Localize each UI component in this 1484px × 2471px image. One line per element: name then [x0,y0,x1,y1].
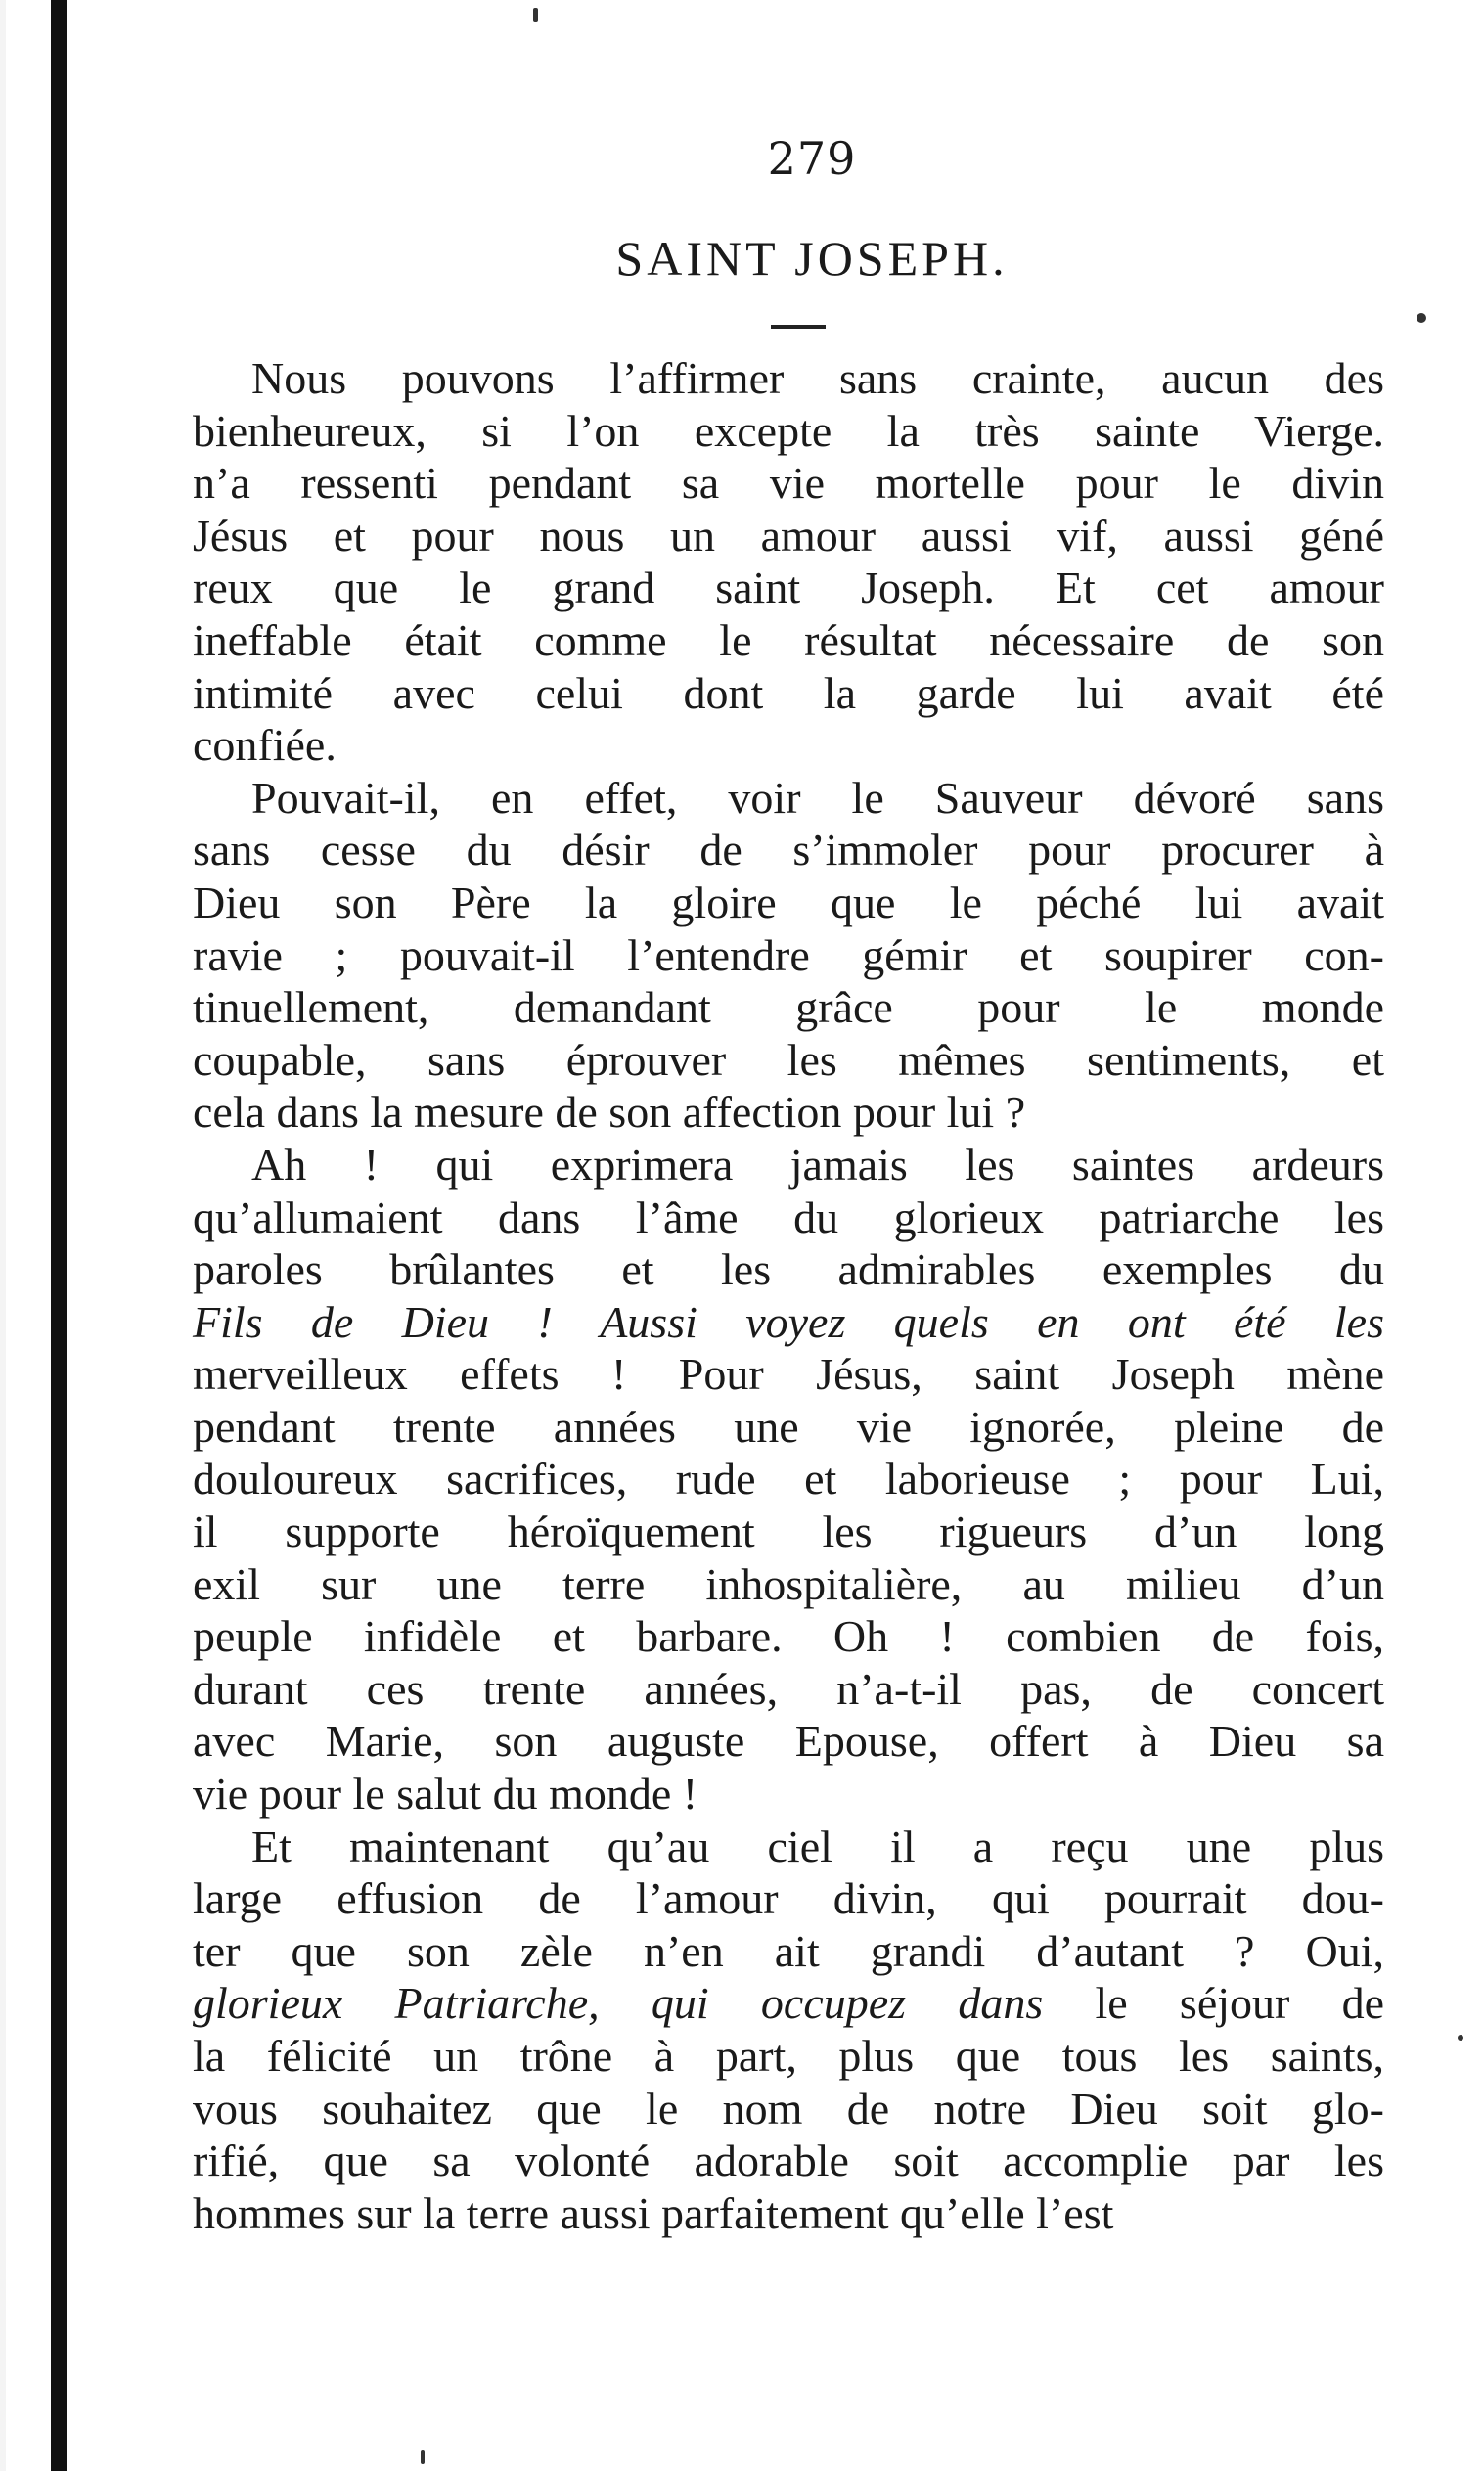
text-line: coupable, sans éprouver les mêmes sentiments, et [193,1034,1384,1085]
title-rule [771,325,826,329]
body-text [193,352,1384,2239]
text-line: exil sur une terre inhospitalière, au milieu d’un [193,1558,1384,1609]
ink-speck [421,2450,425,2464]
text-run: le séjour de [1043,1978,1384,2029]
text-line: Fils de Dieu ! Aussi voyez quels en ont été les [193,1296,1384,1347]
text-line: avec Marie, son auguste Epouse, offert à Dieu sa [193,1716,1384,1767]
text-line: Pouvait-il, en effet, voir le Sauveur dévoré sans [251,772,1384,823]
text-line: reux que le grand saint Joseph. Et cet amour [193,562,1384,613]
text-line: n’a ressenti pendant sa vie mortelle pour le divin [193,458,1384,509]
text-line: Ah ! qui exprimera jamais les saintes ardeurs [251,1139,1384,1190]
text-line: bienheureux, si l’on excepte la très sainte Vierge. [193,405,1384,456]
binding-shadow [51,0,67,2471]
text-line: la félicité un trône à part, plus que tous les saints, [193,2031,1384,2081]
text-line: ter que son zèle n’en ait grandi d’autant ? Oui, [193,1925,1384,1976]
text-line: rifié, que sa volonté adorable soit accomplie par les [193,2135,1384,2186]
text-line: il supporte héroïquement les rigueurs d’un long [193,1506,1384,1557]
text-line: vous souhaitez que le nom de notre Dieu soit glo- [193,2083,1384,2134]
text-line [193,1977,1384,2030]
text-line: merveilleux effets ! Pour Jésus, saint Joseph mène [193,1349,1384,1400]
text-line: confiée. [193,720,337,771]
chapter-title: SAINT JOSEPH. [615,231,1009,286]
text-line: Jésus et pour nous un amour aussi vif, aussi géné [193,510,1384,561]
ink-speck [533,8,538,22]
text-line: hommes sur la terre aussi parfaitement qu’elle l’est [193,2187,1114,2238]
page-margin [0,0,6,2471]
text-line: large effusion de l’amour divin, qui pourrait dou- [193,1873,1384,1924]
text-line: durant ces trente années, n’a-t-il pas, de concert [193,1663,1384,1714]
text-line: Nous pouvons l’affirmer sans crainte, aucun des [251,353,1384,403]
ink-speck [1458,2035,1463,2041]
text-line: peuple infidèle et barbare. Oh ! combien de fois, [193,1611,1384,1662]
text-line: vie pour le salut du monde ! [193,1769,698,1820]
text-line: sans cesse du désir de s’immoler pour procurer à [193,825,1384,876]
page-number: 279 [767,132,857,185]
italic-phrase: glorieux Patriarche, qui occupez dans [193,1978,1044,2029]
text-line: qu’allumaient dans l’âme du glorieux patriarche les [193,1191,1384,1242]
text-line: Dieu son Père la gloire que le péché lui avait [193,876,1384,927]
text-line: paroles brûlantes et les admirables exemples du [193,1244,1384,1295]
text-line: pendant trente années une vie ignorée, pleine de [193,1401,1384,1452]
text-line: Et maintenant qu’au ciel il a reçu une plus [251,1820,1384,1871]
text-line: cela dans la mesure de son affection pour lui ? [193,1087,1026,1138]
text-line: ineffable était comme le résultat nécessaire de son [193,614,1384,665]
text-line: intimité avec celui dont la garde lui avait été [193,667,1384,718]
text-line: tinuellement, demandant grâce pour le monde [193,982,1384,1033]
text-line: douloureux sacrifices, rude et laborieuse ; pour Lui, [193,1454,1384,1505]
text-line: ravie ; pouvait-il l’entendre gémir et soupirer con- [193,929,1384,980]
ink-speck [1417,313,1426,323]
